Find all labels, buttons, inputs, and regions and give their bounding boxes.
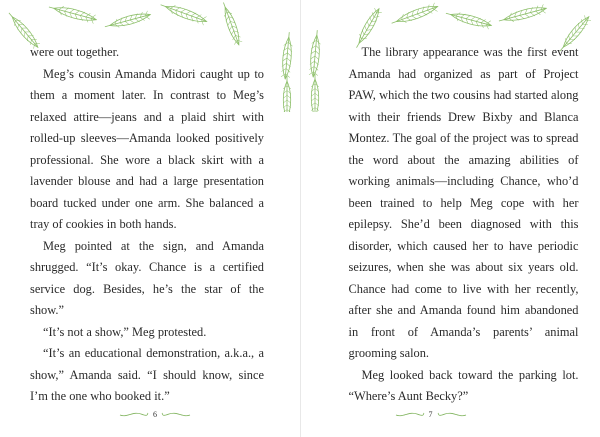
paragraph: Meg’s cousin Amanda Midori caught up to them a moment later. In contrast to Meg’s relaxed attire—jeans and a plaid shirt with rolled-up sleeves—Amanda looked positively professional. She wore a black skirt with a lavender blouse and had a large presentation board tucked under one arm. She balanced a tray of cookies in both hands. <box>30 66 264 231</box>
feather-icon <box>390 2 439 27</box>
paragraph: Meg looked back toward the parking lot. “Where’s Aunt Becky?” <box>348 367 579 403</box>
feather-icon <box>497 4 547 26</box>
paragraph: were out together. <box>30 45 120 59</box>
feather-icon <box>48 3 98 25</box>
page-number-right <box>386 405 476 423</box>
page-number-left <box>110 405 200 423</box>
paragraph: The library appearance was the first event Amanda had organized as part of Project PAW, which the two cousins had started along with their friends Drew Bixby and Blanca Montez. The goal of the project was to spread the word about the amazing abilities of working animals—including Chance, who’d been trained to help Meg cope with her epilepsy. She’d been diagnosed with this disorder, which caused her to have periodic seizures, when she was about six years old. Chance had come to live with her recently, after she and Amanda found him abandoned in front of Amanda’s parents’ animal grooming salon. <box>348 45 579 360</box>
swash-icon <box>395 409 425 419</box>
feather-icon <box>281 32 294 80</box>
page-number: 7 <box>428 409 433 419</box>
page-number: 6 <box>153 409 157 419</box>
feather-icon <box>104 10 152 31</box>
feather-icon <box>308 30 321 78</box>
right-page-text <box>349 42 579 408</box>
right-page <box>301 0 600 437</box>
paragraph: “It’s not a show,” Meg protested. <box>43 324 207 339</box>
paragraph: “It’s an educational demonstration, a.k.a., a show,” Amanda said. “I should know, since I’m the one who booked it.” <box>30 346 264 403</box>
swash-icon <box>119 409 149 419</box>
feather-icon <box>283 76 291 112</box>
feather-icon <box>159 0 208 25</box>
feather-icon <box>444 9 492 30</box>
swash-icon <box>437 409 467 419</box>
paragraph: Meg pointed at the sign, and Amanda shrugged. “It’s okay. Chance is a certified service dog. Besides, he’s the star of the show.” <box>30 238 264 317</box>
swash-icon <box>161 409 191 419</box>
left-page-text <box>30 42 264 408</box>
feather-icon <box>220 1 243 46</box>
feather-icon <box>311 74 319 112</box>
